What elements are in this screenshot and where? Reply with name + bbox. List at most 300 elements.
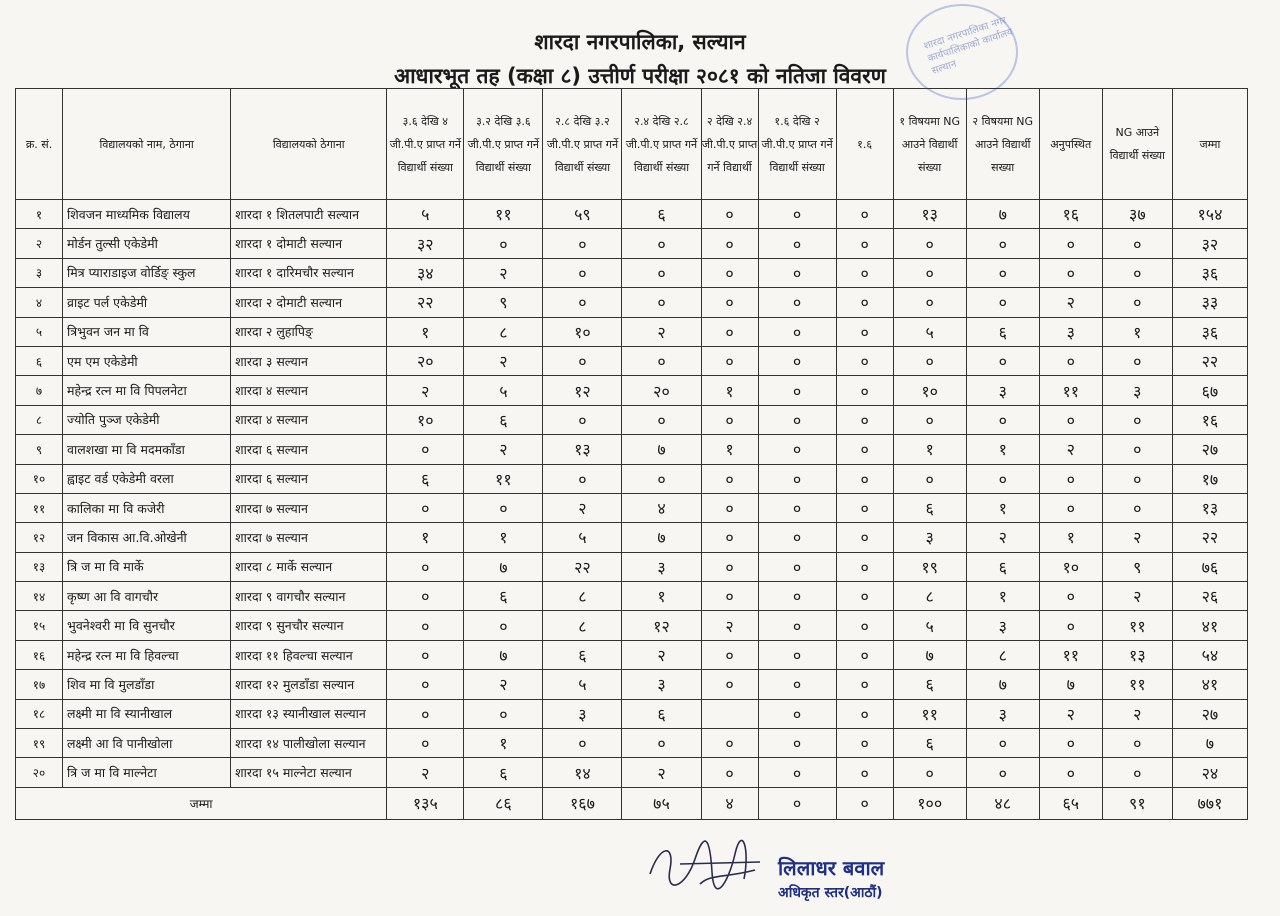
school-name-cell: शिव मा वि मुलडाँडा [63,670,231,699]
count-cell: ० [622,729,701,758]
count-cell: २ [622,758,701,787]
count-cell: १ [464,729,543,758]
serial-cell: १२ [16,523,63,552]
count-cell: ११ [893,699,966,728]
count-cell: ० [836,317,893,346]
serial-cell: १९ [16,729,63,758]
count-cell: ५ [543,523,622,552]
table-header-row [16,89,1248,200]
address-cell: शारदा १ शितलपाटी सल्यान [231,200,387,229]
address-cell: शारदा ६ सल्यान [231,435,387,464]
count-cell: ० [701,640,758,669]
count-cell: ० [893,405,966,434]
count-cell: ७ [966,200,1039,229]
school-name-cell: महेन्द्र रत्न मा वि पिपलनेटा [63,376,231,405]
school-name-cell: जन विकास आ.वि.ओखेनी [63,523,231,552]
count-cell: ० [758,640,836,669]
table-row [16,699,1248,728]
count-cell: ० [543,346,622,375]
count-cell: २ [622,640,701,669]
count-cell: ६ [893,670,966,699]
serial-cell: २० [16,758,63,787]
count-cell: ० [701,523,758,552]
count-cell: ० [836,640,893,669]
address-cell: शारदा ९ सुनचौर सल्यान [231,611,387,640]
count-cell: ० [701,464,758,493]
count-cell: ० [1102,258,1172,287]
count-cell: ० [1039,258,1102,287]
school-name-cell: वालशखा मा वि मदमकाँडा [63,435,231,464]
count-cell: ४१ [1172,611,1247,640]
school-name-cell: मित्र प्याराडाइज वोर्डिङ् स्कुल [63,258,231,287]
count-cell: ० [701,758,758,787]
count-cell: ० [622,464,701,493]
count-cell: ५ [893,317,966,346]
count-cell: ० [966,288,1039,317]
count-cell: ० [622,288,701,317]
count-cell: ८ [464,317,543,346]
count-cell: १ [966,493,1039,522]
count-cell: ० [387,552,464,581]
count-cell: ० [622,258,701,287]
count-cell: ० [543,405,622,434]
count-cell: ६ [966,552,1039,581]
count-cell: ८ [966,640,1039,669]
count-cell: २ [464,346,543,375]
count-cell: ३ [966,376,1039,405]
signature-scribble [640,834,770,900]
count-cell: ० [758,464,836,493]
school-name-cell: भुवनेश्वरी मा वि सुनचौर [63,611,231,640]
count-cell: १ [966,582,1039,611]
address-cell: शारदा १४ पालीखोला सल्यान [231,729,387,758]
count-cell: २ [387,376,464,405]
table-row [16,493,1248,522]
serial-cell: १ [16,200,63,229]
count-cell: ७ [1172,729,1247,758]
count-cell: ० [1102,346,1172,375]
table-row [16,611,1248,640]
count-cell: १७ [1172,464,1247,493]
count-cell: ० [1102,729,1172,758]
count-cell: १५४ [1172,200,1247,229]
column-header: क्र. सं. [16,89,63,200]
count-cell: १० [387,405,464,434]
count-cell: ० [893,758,966,787]
count-cell: ० [836,376,893,405]
count-cell: ० [701,582,758,611]
count-cell: ३ [1102,376,1172,405]
column-header: १.६ [836,89,893,200]
count-cell: १ [387,317,464,346]
count-cell: ३३ [1172,288,1247,317]
total-cell: ९१ [1102,787,1172,819]
count-cell: २२ [387,288,464,317]
count-cell: ० [701,288,758,317]
count-cell [701,699,758,728]
table-row [16,405,1248,434]
count-cell: ५ [387,200,464,229]
count-cell: १९ [893,552,966,581]
count-cell: १ [1039,523,1102,552]
count-cell: ० [387,729,464,758]
count-cell: ६ [387,464,464,493]
table-row [16,258,1248,287]
count-cell: ० [758,670,836,699]
count-cell: ० [966,346,1039,375]
serial-cell: १४ [16,582,63,611]
count-cell: ० [1102,435,1172,464]
total-cell: ४८ [966,787,1039,819]
count-cell: ० [1102,464,1172,493]
count-cell: ० [701,229,758,258]
count-cell: ० [836,523,893,552]
count-cell: ९ [1102,552,1172,581]
count-cell: ५ [543,670,622,699]
count-cell: ४ [622,493,701,522]
address-cell: शारदा ११ हिवल्चा सल्यान [231,640,387,669]
serial-cell: ५ [16,317,63,346]
count-cell: ० [758,435,836,464]
count-cell: ० [836,288,893,317]
count-cell: ० [701,552,758,581]
school-name-cell: त्रिभुवन जन मा वि [63,317,231,346]
serial-cell: ८ [16,405,63,434]
table-row [16,317,1248,346]
count-cell: ७ [464,552,543,581]
table-row [16,346,1248,375]
count-cell: १ [701,376,758,405]
serial-cell: १० [16,464,63,493]
table-row [16,229,1248,258]
column-header: ३.६ देखि ४ जी.पी.ए प्राप्त गर्ने विद्यार्थी संख्या [387,89,464,200]
count-cell: ० [893,464,966,493]
count-cell: १० [543,317,622,346]
address-cell: शारदा ७ सल्यान [231,523,387,552]
count-cell: ० [836,729,893,758]
count-cell: २ [1039,699,1102,728]
count-cell: ० [836,200,893,229]
school-name-cell: लक्ष्मी मा वि स्यानीखाल [63,699,231,728]
count-cell: २२ [1172,523,1247,552]
page-subtitle: आधारभूत तह (कक्षा ८) उत्तीर्ण परीक्षा २०८१ को नतिजा विवरण [394,64,886,88]
count-cell: ० [1039,405,1102,434]
count-cell: ० [758,229,836,258]
count-cell: ३४ [387,258,464,287]
count-cell: ५४ [1172,640,1247,669]
total-cell: ८६ [464,787,543,819]
count-cell: ० [836,699,893,728]
count-cell: ११ [1102,670,1172,699]
count-cell: १३ [1172,493,1247,522]
count-cell: ० [758,729,836,758]
total-cell: १६७ [543,787,622,819]
count-cell: ११ [464,200,543,229]
count-cell: ११ [1039,376,1102,405]
count-cell: २ [464,258,543,287]
count-cell: १४ [543,758,622,787]
count-cell: ० [758,405,836,434]
count-cell: ८ [543,611,622,640]
address-cell: शारदा ६ सल्यान [231,464,387,493]
serial-cell: ११ [16,493,63,522]
count-cell: ६ [966,317,1039,346]
count-cell: १ [701,435,758,464]
table-body [16,200,1248,788]
address-cell: शारदा ८ मार्के सल्यान [231,552,387,581]
count-cell: ० [543,464,622,493]
count-cell: ३२ [387,229,464,258]
column-header: अनुपस्थित [1039,89,1102,200]
count-cell: ० [836,582,893,611]
count-cell: २ [1039,288,1102,317]
total-cell: ० [758,787,836,819]
address-cell: शारदा ४ सल्यान [231,405,387,434]
count-cell: ० [836,258,893,287]
table-row [16,376,1248,405]
count-cell: ० [1039,464,1102,493]
school-name-cell: ज्योति पुञ्ज एकेडेमी [63,405,231,434]
count-cell: ० [701,670,758,699]
count-cell: ० [1039,758,1102,787]
table-row [16,552,1248,581]
count-cell: १३ [543,435,622,464]
count-cell: ० [464,493,543,522]
count-cell: ७ [622,435,701,464]
count-cell: ७ [622,523,701,552]
count-cell: १६ [1039,200,1102,229]
count-cell: ० [543,729,622,758]
table-row [16,758,1248,787]
total-cell: १३५ [387,787,464,819]
school-name-cell: कृष्ण आ वि वागचौर [63,582,231,611]
school-name-cell: ह्वाइट वर्ड एकेडेमी वरला [63,464,231,493]
serial-cell: ३ [16,258,63,287]
count-cell: ० [543,258,622,287]
count-cell: ६ [893,493,966,522]
count-cell: २ [701,611,758,640]
total-cell: ६५ [1039,787,1102,819]
count-cell: ० [387,640,464,669]
count-cell: ० [701,493,758,522]
count-cell: १२ [622,611,701,640]
count-cell: ० [758,582,836,611]
total-cell: ० [836,787,893,819]
signatory-title: अधिकृत स्तर(आठौं) [778,885,883,901]
count-cell: ० [758,200,836,229]
address-cell: शारदा १ दोमाटी सल्यान [231,229,387,258]
school-name-cell: व्राइट पर्ल एकेडेमी [63,288,231,317]
count-cell: ३ [966,699,1039,728]
count-cell: ० [387,435,464,464]
count-cell: ० [758,288,836,317]
count-cell: २ [1102,699,1172,728]
totals-row [16,787,1248,819]
count-cell: ० [836,464,893,493]
count-cell: ० [758,699,836,728]
count-cell: १ [387,523,464,552]
count-cell: ३ [893,523,966,552]
count-cell: ० [543,229,622,258]
count-cell: ७ [893,640,966,669]
count-cell: ७६ [1172,552,1247,581]
school-name-cell: एम एम एकेडेमी [63,346,231,375]
table-row [16,464,1248,493]
table-row [16,582,1248,611]
count-cell: ० [758,552,836,581]
column-header: १.६ देखि २ जी.पी.ए प्राप्त गर्ने विद्यार्थी संख्या [758,89,836,200]
column-header: २.४ देखि २.८ जी.पी.ए प्राप्त गर्ने विद्यार्थी संख्या [622,89,701,200]
count-cell: ३६ [1172,258,1247,287]
count-cell: १ [622,582,701,611]
count-cell: ० [836,670,893,699]
address-cell: शारदा ९ वागचौर सल्यान [231,582,387,611]
address-cell: शारदा १२ मुलडाँडा सल्यान [231,670,387,699]
count-cell: २ [622,317,701,346]
count-cell: ० [758,523,836,552]
results-table [15,88,1248,820]
count-cell: ० [1102,493,1172,522]
count-cell: ० [893,258,966,287]
count-cell: २ [1039,435,1102,464]
count-cell: ० [1039,611,1102,640]
count-cell: ० [966,464,1039,493]
count-cell: ३२ [1172,229,1247,258]
count-cell: ३ [1039,317,1102,346]
table-row [16,523,1248,552]
column-header: ३.२ देखि ३.६ जी.पी.ए प्राप्त गर्ने विद्यार्थी संख्या [464,89,543,200]
count-cell: ८ [543,582,622,611]
count-cell: ० [1102,405,1172,434]
count-cell: ० [836,405,893,434]
address-cell: शारदा १ दारिमचौर सल्यान [231,258,387,287]
school-name-cell: मोर्डन तुल्सी एकेडेमी [63,229,231,258]
count-cell: १३ [1102,640,1172,669]
serial-cell: ७ [16,376,63,405]
count-cell: ० [622,405,701,434]
count-cell: २ [1102,582,1172,611]
serial-cell: १३ [16,552,63,581]
count-cell: २ [543,493,622,522]
count-cell: ० [836,435,893,464]
count-cell: ० [701,346,758,375]
count-cell: २२ [1172,346,1247,375]
address-cell: शारदा ७ सल्यान [231,493,387,522]
count-cell: ११ [464,464,543,493]
count-cell: २४ [1172,758,1247,787]
school-name-cell: त्रि ज मा वि मार्के [63,552,231,581]
column-header: १ विषयमा NG आउने विद्यार्थी संख्या [893,89,966,200]
serial-cell: १८ [16,699,63,728]
school-name-cell: लक्ष्मी आ वि पानीखोला [63,729,231,758]
table-row [16,435,1248,464]
count-cell: ११ [1039,640,1102,669]
count-cell: ० [1102,288,1172,317]
total-cell: ४ [701,787,758,819]
address-cell: शारदा २ दोमाटी सल्यान [231,288,387,317]
count-cell: ६ [464,758,543,787]
count-cell: ० [836,229,893,258]
count-cell: २७ [1172,435,1247,464]
count-cell: ० [543,288,622,317]
count-cell: ० [622,346,701,375]
count-cell: १ [464,523,543,552]
column-header: २ देखि २.४ जी.पी.ए प्राप्त गर्ने विद्यार्थी [701,89,758,200]
count-cell: १२ [543,376,622,405]
count-cell: ० [836,611,893,640]
count-cell: ६ [464,582,543,611]
page-title: शारदा नगरपालिका, सल्यान [534,30,746,54]
serial-cell: ४ [16,288,63,317]
totals-label: जम्मा [16,787,387,819]
count-cell: ० [836,346,893,375]
table-row [16,729,1248,758]
count-cell: ११ [1102,611,1172,640]
serial-cell: ६ [16,346,63,375]
count-cell: ६ [464,405,543,434]
count-cell: ० [893,288,966,317]
column-header: विद्यालयको ठेगाना [231,89,387,200]
count-cell: १ [966,435,1039,464]
count-cell: ३ [622,552,701,581]
count-cell: ० [387,493,464,522]
count-cell: ० [893,229,966,258]
table-row [16,288,1248,317]
count-cell: ० [836,758,893,787]
count-cell: ० [966,729,1039,758]
count-cell: १० [1039,552,1102,581]
count-cell: ४१ [1172,670,1247,699]
count-cell: ० [387,699,464,728]
total-cell: ७७१ [1172,787,1247,819]
count-cell: ० [464,229,543,258]
address-cell: शारदा ४ सल्यान [231,376,387,405]
serial-cell: ९ [16,435,63,464]
address-cell: शारदा १३ स्यानीखाल सल्यान [231,699,387,728]
count-cell: ० [966,229,1039,258]
count-cell: ० [1039,729,1102,758]
count-cell: ० [758,758,836,787]
count-cell: ० [758,258,836,287]
count-cell: ० [464,699,543,728]
column-header: २ विषयमा NG आउने विद्यार्थी सख्या [966,89,1039,200]
count-cell: ० [1039,493,1102,522]
count-cell: २ [464,670,543,699]
count-cell: २७ [1172,699,1247,728]
count-cell: ० [701,258,758,287]
total-cell: ७५ [622,787,701,819]
count-cell: ० [893,346,966,375]
serial-cell: १७ [16,670,63,699]
column-header: NG आउने विद्यार्थी संख्या [1102,89,1172,200]
address-cell: शारदा २ लुहापिङ् [231,317,387,346]
serial-cell: २ [16,229,63,258]
count-cell: ३ [543,699,622,728]
count-cell: ७ [966,670,1039,699]
count-cell: ० [622,229,701,258]
count-cell: ७ [1039,670,1102,699]
count-cell: ० [701,729,758,758]
count-cell: ० [464,611,543,640]
count-cell: १६ [1172,405,1247,434]
count-cell: २६ [1172,582,1247,611]
table-row [16,200,1248,229]
count-cell: ६ [893,729,966,758]
count-cell: ५ [893,611,966,640]
count-cell: ३७ [1102,200,1172,229]
count-cell: २ [966,523,1039,552]
count-cell: ० [1039,346,1102,375]
